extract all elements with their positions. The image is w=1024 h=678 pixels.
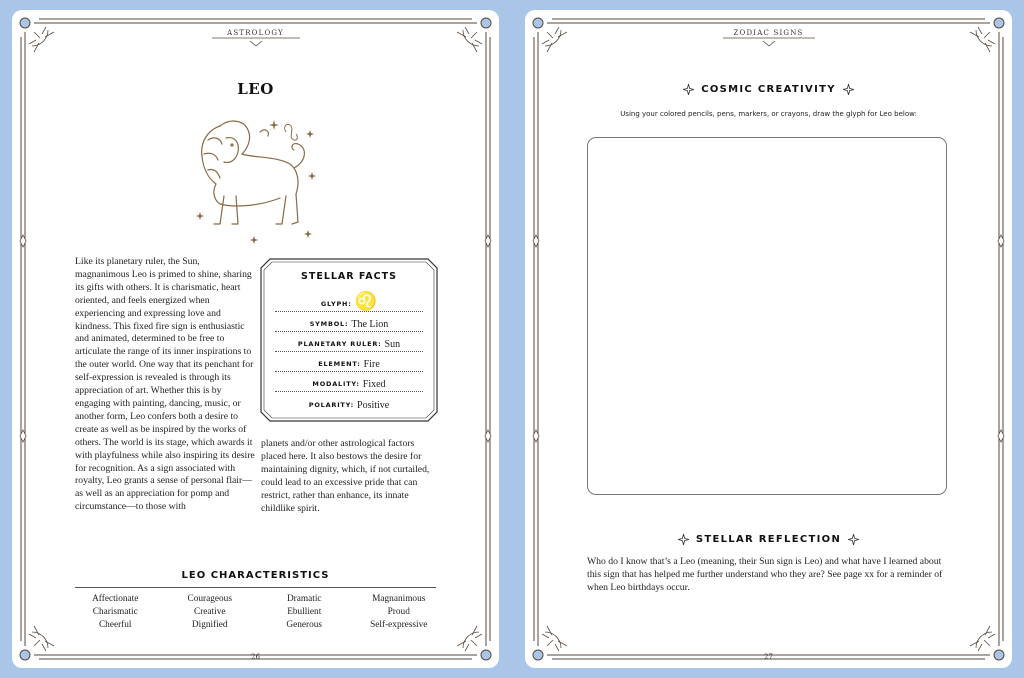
fact-value: Sun — [384, 339, 401, 350]
sparkle-icon — [683, 84, 694, 95]
fact-label: PLANETARY RULER: — [297, 340, 382, 348]
stellar-facts-title: STELLAR FACTS — [301, 271, 397, 282]
characteristic-item: Self-expressive — [370, 620, 428, 630]
characteristic-item: Courageous — [187, 594, 232, 604]
characteristics-grid — [68, 593, 446, 632]
fact-row-symbol — [275, 313, 423, 332]
fact-label: SYMBOL: — [309, 320, 349, 328]
fact-value: The Lion — [351, 319, 389, 330]
body-text-column-2: planets and/or other astrological factors placed here. It also bestows the desire for maintaining dignity, which, if not curtailed, could lead to an excessive pride that can restrict, rather than enhance, its innate childlike spirit. — [261, 438, 430, 514]
characteristic-item: Proud — [387, 607, 410, 617]
fact-row-glyph — [275, 293, 423, 312]
stellar-facts-list — [275, 293, 423, 413]
characteristics-column — [257, 593, 352, 632]
fact-value: Positive — [357, 400, 390, 411]
reflection-prompt: Who do I know that’s a Leo (meaning, their Sun sign is Leo) and what have I learned about this sign that has helped me further understand who they are? See page xx for a reminder of when Leo birthdays occur. — [587, 556, 943, 593]
fact-row-polarity — [275, 393, 423, 412]
characteristic-item: Dignified — [191, 620, 228, 630]
page-number: 27 — [764, 653, 773, 661]
characteristic-item: Charismatic — [92, 607, 138, 617]
characteristic-item: Magnanimous — [372, 594, 426, 604]
page-number: 26 — [251, 653, 260, 661]
characteristic-item: Creative — [194, 607, 226, 617]
fact-label: POLARITY: — [308, 401, 355, 409]
right-page — [525, 10, 1012, 668]
stellar-reflection-title: STELLAR REFLECTION — [695, 534, 842, 545]
characteristic-item: Affectionate — [92, 594, 139, 604]
page-title: LEO — [237, 80, 274, 98]
characteristics-title: LEO CHARACTERISTICS — [181, 570, 330, 581]
body-text-column-1: Like its planetary ruler, the Sun, magnanimous Leo is primed to shine, sharing its gifts with others. It is charismatic, heart oriented, and feels energized when experiencing and expressing love and kindness. This fixed fire sign is enthusiastic and animated, determined to be free to articulate the range of its inner inspirations to the outer world. One way that its penchant for self-expression is revealed is through its appreciation of art. Whether this is by engaging with painting, dancing, music, or another form, Leo confers both a desire to create as well as be inspired by the works of others. The world is its stage, which awards it with playfulness while also inspiring its desire for recognition. As a sign associated with royalty, Leo grants a sense of personal flair—as well as an appreciation for pomp and circumstance—to those with — [75, 256, 255, 513]
characteristic-item: Ebullient — [287, 607, 322, 617]
left-page — [12, 10, 499, 668]
sparkle-icon — [848, 534, 859, 545]
fact-row-element — [275, 353, 423, 372]
fact-label: ELEMENT: — [318, 360, 361, 368]
characteristics-column — [163, 593, 258, 632]
characteristics-column — [68, 593, 163, 632]
cosmic-creativity-heading — [525, 84, 1012, 95]
characteristic-item: Dramatic — [286, 594, 322, 604]
fact-label: MODALITY: — [312, 380, 360, 388]
characteristics-column — [352, 593, 447, 632]
sparkle-icon — [678, 534, 689, 545]
fact-row-planetary-ruler — [275, 333, 423, 352]
characteristic-item: Cheerful — [98, 620, 132, 630]
cosmic-creativity-title: COSMIC CREATIVITY — [701, 84, 836, 95]
fact-label: GLYPH: — [320, 300, 352, 308]
drawing-instruction: Using your colored pencils, pens, markers, or crayons, draw the glyph for Leo below: — [620, 110, 917, 118]
leo-glyph-icon: ♌ — [354, 291, 378, 311]
characteristics-divider — [75, 587, 436, 588]
running-head: ASTROLOGY — [227, 29, 284, 37]
running-head: ZODIAC SIGNS — [733, 29, 804, 37]
fact-row-modality — [275, 373, 423, 392]
lion-icon — [190, 112, 320, 247]
fact-value: Fixed — [362, 379, 386, 390]
characteristic-item: Generous — [286, 620, 323, 630]
stellar-reflection-heading — [525, 534, 1012, 545]
sparkle-icon — [843, 84, 854, 95]
fact-value: Fire — [363, 359, 380, 370]
drawing-area[interactable] — [587, 137, 947, 495]
